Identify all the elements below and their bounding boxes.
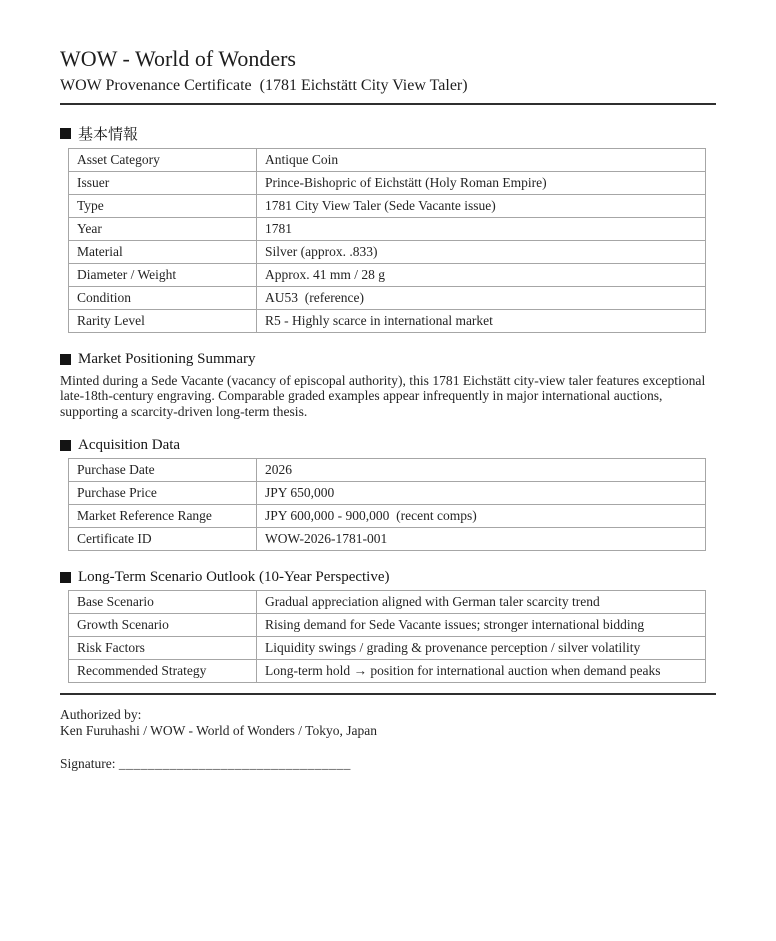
value-cell: Rising demand for Sede Vacante issues; stronger international bidding: [257, 614, 706, 637]
label-cell: Condition: [69, 286, 257, 309]
section-heading-basic-info: [60, 123, 716, 144]
table-row: [69, 148, 706, 171]
section-bullet-icon: [60, 128, 71, 139]
market-summary-paragraph: Minted during a Sede Vacante (vacancy of episcopal authority), this 1781 Eichstätt city-view taler features exceptional late-18th-century engraving. Comparable graded examples appear infrequently in major international auctions, supporting a scarcity-driven long-term thesis.: [60, 372, 706, 419]
table-row: [69, 194, 706, 217]
table-row: [69, 528, 706, 551]
page-title: WOW - World of Wonders: [60, 46, 296, 71]
value-cell: Silver (approx. .833): [257, 240, 706, 263]
label-cell: Purchase Date: [69, 459, 257, 482]
table-row: [69, 505, 706, 528]
authorization-block: [60, 707, 716, 738]
header-divider: [60, 103, 716, 105]
section-heading-label: 基本情報: [78, 126, 139, 143]
signature-row: [60, 756, 716, 772]
section-heading-outlook: [60, 569, 716, 586]
table-row: [69, 263, 706, 286]
section-bullet-icon: [60, 572, 71, 583]
section-heading-label: Market Positioning Summary: [78, 350, 256, 367]
value-cell: 1781 City View Taler (Sede Vacante issue): [257, 194, 706, 217]
authorized-by-value: Ken Furuhashi / WOW - World of Wonders / Tokyo, Japan: [60, 722, 377, 738]
signature-label: Signature:: [60, 756, 116, 772]
section-heading-label: Long-Term Scenario Outlook (10-Year Perspective): [78, 569, 390, 586]
table-row: [69, 482, 706, 505]
page-subtitle: WOW Provenance Certificate (1781 Eichstätt City View Taler): [60, 76, 468, 94]
value-cell: WOW-2026-1781-001: [257, 528, 706, 551]
table-row: [69, 637, 706, 660]
value-cell: Liquidity swings / grading & provenance perception / silver volatility: [257, 637, 706, 660]
section-heading-market-summary: [60, 351, 716, 368]
table-row: [69, 309, 706, 332]
value-cell: JPY 600,000 - 900,000 (recent comps): [257, 505, 706, 528]
label-cell: Year: [69, 217, 257, 240]
label-cell: Type: [69, 194, 257, 217]
value-cell: 1781: [257, 217, 706, 240]
value-cell: JPY 650,000: [257, 482, 706, 505]
table-row: [69, 217, 706, 240]
label-cell: Recommended Strategy: [69, 660, 257, 683]
label-cell: Purchase Price: [69, 482, 257, 505]
value-cell: Antique Coin: [257, 148, 706, 171]
value-cell: 2026: [257, 459, 706, 482]
label-cell: Base Scenario: [69, 591, 257, 614]
table-row: [69, 591, 706, 614]
label-cell: Rarity Level: [69, 309, 257, 332]
table-row: [69, 286, 706, 309]
basic-info-table: [68, 148, 706, 333]
authorized-by-label: Authorized by:: [60, 707, 142, 723]
label-cell: Certificate ID: [69, 528, 257, 551]
label-cell: Growth Scenario: [69, 614, 257, 637]
label-cell: Diameter / Weight: [69, 263, 257, 286]
section-bullet-icon: [60, 354, 71, 365]
section-heading-acquisition: [60, 437, 716, 454]
value-cell: Prince-Bishopric of Eichstätt (Holy Roman Empire): [257, 171, 706, 194]
value-cell: AU53 (reference): [257, 286, 706, 309]
table-row: [69, 171, 706, 194]
table-row: [69, 660, 706, 683]
label-cell: Market Reference Range: [69, 505, 257, 528]
value-cell: Gradual appreciation aligned with German taler scarcity trend: [257, 591, 706, 614]
section-heading-label: Acquisition Data: [78, 437, 181, 454]
label-cell: Issuer: [69, 171, 257, 194]
label-cell: Risk Factors: [69, 637, 257, 660]
table-row: [69, 614, 706, 637]
acquisition-table: [68, 458, 706, 551]
value-cell: R5 - Highly scarce in international market: [257, 309, 706, 332]
value-cell: Approx. 41 mm / 28 g: [257, 263, 706, 286]
section-bullet-icon: [60, 440, 71, 451]
table-row: [69, 459, 706, 482]
outlook-table: [68, 590, 706, 683]
table-row: [69, 240, 706, 263]
label-cell: Asset Category: [69, 148, 257, 171]
signature-line: ________________________________: [118, 756, 351, 772]
label-cell: Material: [69, 240, 257, 263]
footer-divider: [60, 693, 716, 695]
value-cell: Long-term hold → position for international auction when demand peaks: [257, 660, 706, 683]
